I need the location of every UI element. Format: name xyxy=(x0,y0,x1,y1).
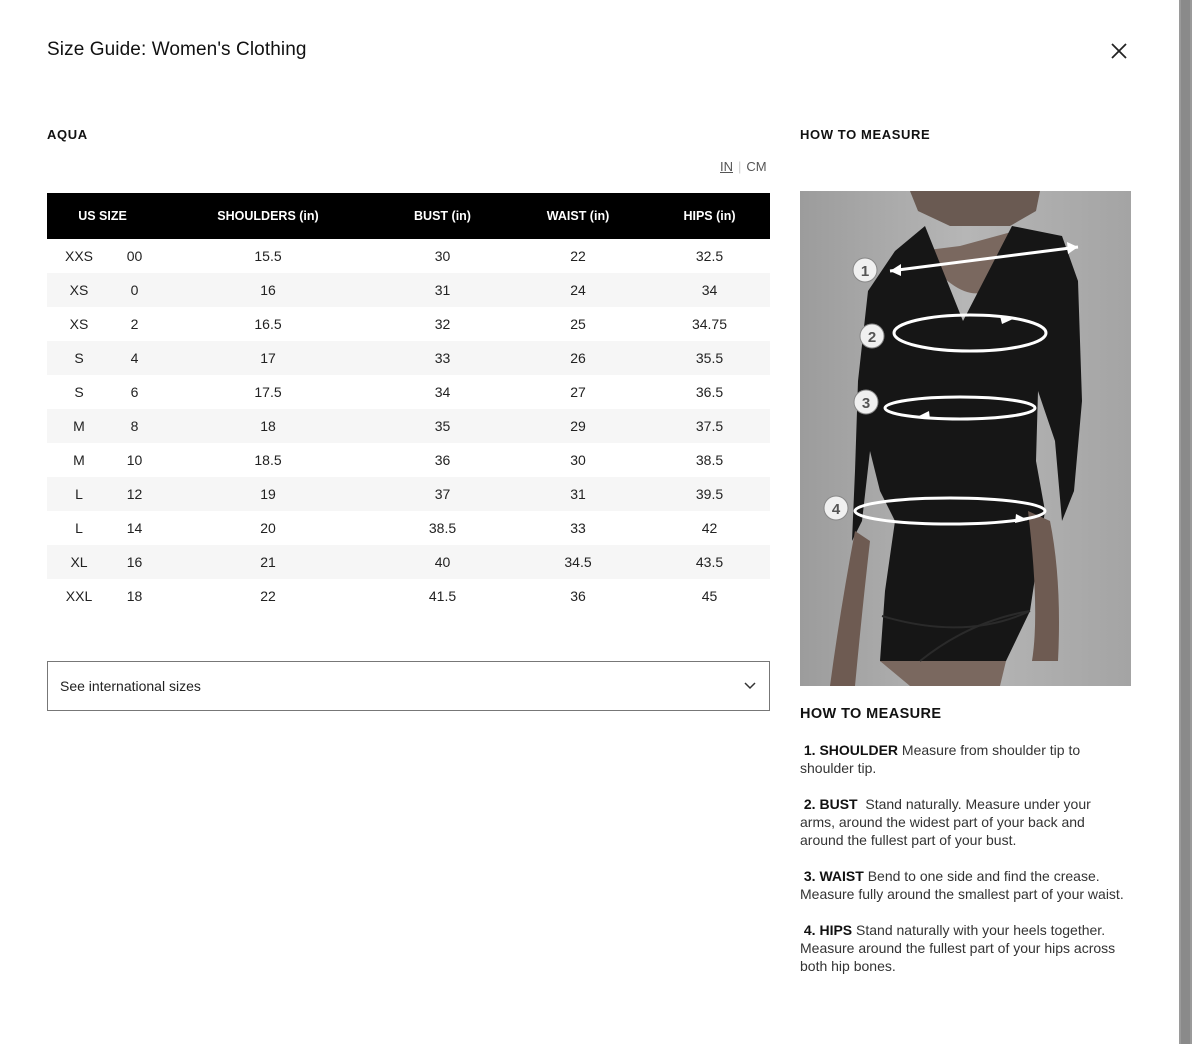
how-to-measure-heading: HOW TO MEASURE xyxy=(800,127,931,142)
how-to-measure-subheading: HOW TO MEASURE xyxy=(800,706,942,722)
cell-shoulders: 22 xyxy=(260,588,276,604)
marker-4: 4 xyxy=(831,501,841,518)
cell-waist: 31 xyxy=(570,486,586,502)
cell-us-size-number: 18 xyxy=(126,588,143,604)
unit-separator: | xyxy=(738,159,742,174)
cell-bust: 40 xyxy=(434,554,451,570)
cell-waist: 36 xyxy=(570,588,586,604)
size-table xyxy=(47,193,770,613)
cell-shoulders: 16 xyxy=(260,282,276,298)
cell-us-size-number: 0 xyxy=(130,282,139,298)
cell-waist: 33 xyxy=(570,520,586,536)
table-row xyxy=(47,545,770,579)
cell-shoulders: 19 xyxy=(260,486,276,502)
cell-waist: 27 xyxy=(570,384,586,400)
table-header xyxy=(47,193,770,239)
cell-us-size-number: 00 xyxy=(126,248,143,264)
cell-hips: 37.5 xyxy=(695,418,724,434)
cell-us-size-letter: M xyxy=(73,452,85,468)
cell-hips: 42 xyxy=(701,520,718,536)
cell-us-size-number: 14 xyxy=(126,520,143,536)
table-row xyxy=(47,341,770,375)
marker-2: 2 xyxy=(867,329,877,346)
step-text: Bend to one side and find the crease. Measure fully around the smallest part of your waist. xyxy=(800,868,1124,902)
step-name: HIPS xyxy=(819,922,853,938)
scrollbar-thumb[interactable] xyxy=(1181,0,1190,1044)
header-waist: WAIST (in) xyxy=(546,209,610,223)
cell-waist: 30 xyxy=(570,452,586,468)
cell-waist: 24 xyxy=(570,282,586,298)
step-text: Measure from shoulder tip to shoulder tip. xyxy=(800,742,1081,776)
cell-bust: 31 xyxy=(434,282,451,298)
cell-hips: 36.5 xyxy=(695,384,724,400)
cell-shoulders: 15.5 xyxy=(254,248,282,264)
chevron-down-icon xyxy=(743,679,757,693)
measurement-figure-image xyxy=(800,191,1131,686)
cell-bust: 32 xyxy=(434,316,451,332)
cell-us-size-number: 2 xyxy=(130,316,139,332)
header-us-size: US SIZE xyxy=(78,209,127,223)
header-hips: HIPS (in) xyxy=(683,209,736,223)
cell-us-size-letter: L xyxy=(75,486,83,502)
marker-1: 1 xyxy=(860,263,870,280)
cell-hips: 34 xyxy=(701,282,718,298)
cell-waist: 25 xyxy=(570,316,586,332)
step-shoulder xyxy=(800,741,1128,777)
header-bust: BUST (in) xyxy=(414,209,471,223)
close-button[interactable] xyxy=(1106,38,1132,64)
cell-bust: 41.5 xyxy=(428,588,457,604)
step-number: 3. xyxy=(803,868,816,884)
international-sizes-label: See international sizes xyxy=(60,678,201,694)
header-shoulders: SHOULDERS (in) xyxy=(217,209,319,223)
step-name: BUST xyxy=(819,796,858,812)
table-row xyxy=(47,239,770,273)
cell-shoulders: 20 xyxy=(260,520,276,536)
step-name: SHOULDER xyxy=(819,742,899,758)
cell-bust: 37 xyxy=(434,486,451,502)
cell-us-size-letter: XL xyxy=(70,554,88,570)
cell-bust: 38.5 xyxy=(428,520,457,536)
cell-hips: 39.5 xyxy=(695,486,724,502)
page-title: Size Guide: Women's Clothing xyxy=(47,39,307,60)
step-text: Stand naturally with your heels together. Measure around the fullest part of your hips across both hip bones. xyxy=(800,922,1116,974)
cell-shoulders: 17 xyxy=(260,350,276,366)
table-row xyxy=(47,273,770,307)
cell-us-size-number: 6 xyxy=(130,384,139,400)
cell-waist: 34.5 xyxy=(564,554,592,570)
brand-name: AQUA xyxy=(47,127,88,142)
cell-waist: 26 xyxy=(570,350,586,366)
cell-waist: 29 xyxy=(570,418,586,434)
step-bust xyxy=(800,795,1128,849)
table-body xyxy=(47,239,770,613)
cell-us-size-letter: S xyxy=(74,350,84,366)
cell-shoulders: 17.5 xyxy=(254,384,282,400)
close-icon[interactable] xyxy=(1106,38,1132,64)
cell-bust: 35 xyxy=(434,418,451,434)
cell-hips: 45 xyxy=(701,588,718,604)
table-row xyxy=(47,579,770,613)
cell-us-size-number: 16 xyxy=(126,554,143,570)
cell-shoulders: 18.5 xyxy=(254,452,282,468)
cell-us-size-letter: L xyxy=(75,520,83,536)
cell-us-size-letter: M xyxy=(73,418,85,434)
cell-us-size-letter: XXL xyxy=(65,588,93,604)
cell-hips: 43.5 xyxy=(695,554,724,570)
table-header-row xyxy=(47,193,770,239)
cell-us-size-letter: XXS xyxy=(64,248,93,264)
step-text: Stand naturally. Measure under your arms, around the widest part of your back and around the fullest part of your bust. xyxy=(800,796,1095,848)
marker-3: 3 xyxy=(861,395,871,412)
cell-hips: 34.75 xyxy=(691,316,728,332)
step-waist xyxy=(800,867,1128,903)
cell-us-size-number: 4 xyxy=(130,350,139,366)
cell-us-size-letter: XS xyxy=(69,316,89,332)
cell-shoulders: 18 xyxy=(260,418,276,434)
cell-us-size-letter: XS xyxy=(69,282,89,298)
cell-hips: 32.5 xyxy=(695,248,724,264)
unit-in-link[interactable]: IN xyxy=(720,159,733,174)
table-row xyxy=(47,443,770,477)
step-hips xyxy=(800,921,1128,975)
cell-shoulders: 21 xyxy=(260,554,276,570)
cell-shoulders: 16.5 xyxy=(254,316,282,332)
unit-cm-link[interactable]: CM xyxy=(746,159,767,174)
cell-bust: 30 xyxy=(434,248,451,264)
step-number: 4. xyxy=(803,922,816,938)
cell-us-size-letter: S xyxy=(74,384,84,400)
dress-illustration xyxy=(800,191,1131,686)
table-row xyxy=(47,375,770,409)
step-number: 2. xyxy=(803,796,816,812)
cell-us-size-number: 8 xyxy=(130,418,139,434)
step-number: 1. xyxy=(803,742,816,758)
step-name: WAIST xyxy=(819,868,864,884)
table-row xyxy=(47,477,770,511)
cell-hips: 38.5 xyxy=(695,452,724,468)
table-row xyxy=(47,409,770,443)
international-sizes-dropdown[interactable] xyxy=(47,661,770,711)
cell-hips: 35.5 xyxy=(695,350,724,366)
table-row xyxy=(47,307,770,341)
cell-us-size-number: 12 xyxy=(126,486,143,502)
cell-bust: 36 xyxy=(434,452,451,468)
cell-bust: 34 xyxy=(434,384,451,400)
unit-toggle xyxy=(720,159,767,174)
cell-us-size-number: 10 xyxy=(126,452,143,468)
cell-waist: 22 xyxy=(570,248,586,264)
cell-bust: 33 xyxy=(434,350,451,366)
table-row xyxy=(47,511,770,545)
measure-steps xyxy=(800,741,1128,993)
